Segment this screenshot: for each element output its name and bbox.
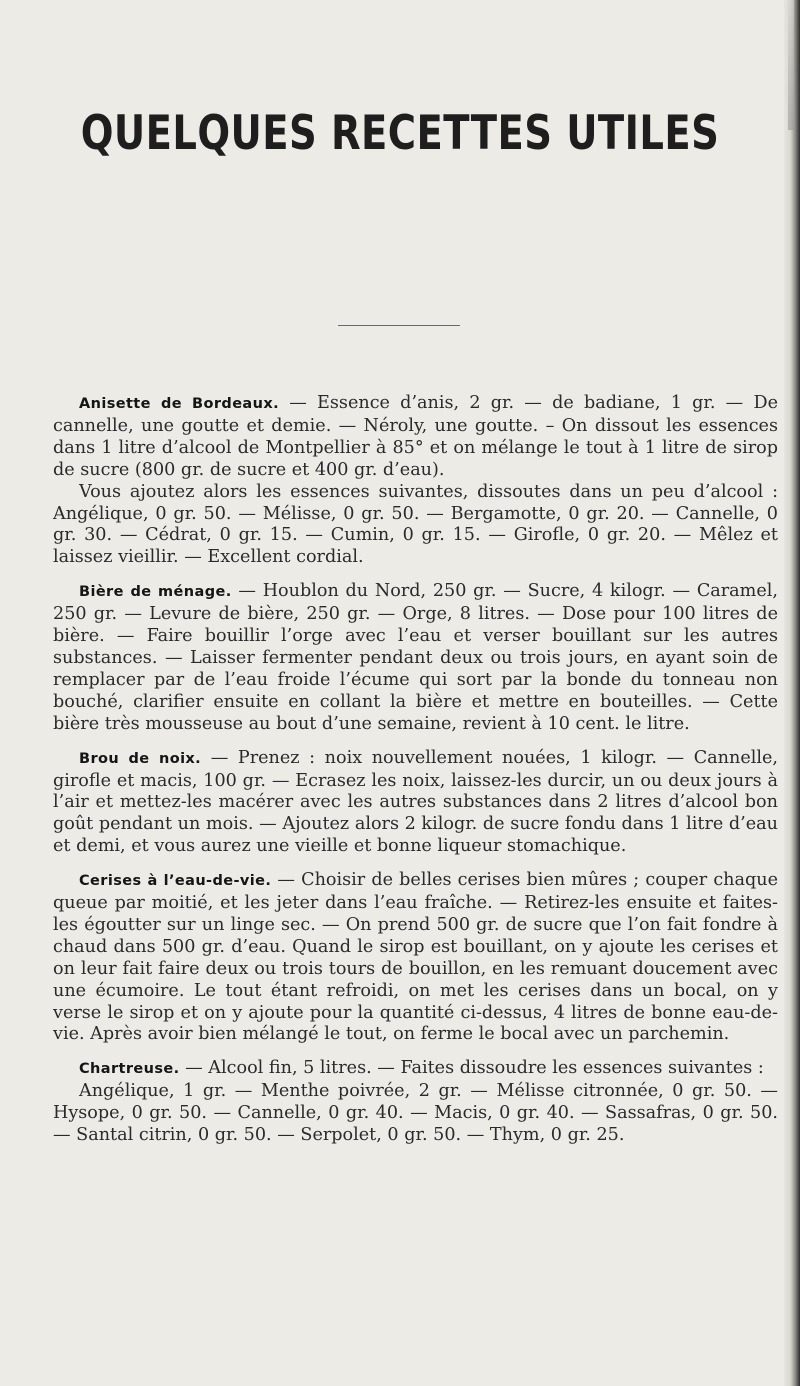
recipe-paragraph bbox=[53, 482, 778, 570]
page-title: QUELQUES RECETTES UTILES bbox=[80, 106, 720, 161]
recipe-text: Angélique, 1 gr. — Menthe poivrée, 2 gr. — Mélisse citronnée, 0 gr. 50. — Hysope, 0 gr. 50. — Cannelle, 0 gr. 40. — Macis, 0 gr. 40. — Sassafras, 0 gr. 50. — Santal citrin, 0 gr. 50. — Serpolet, 0 gr. 50. — Thym, 0 gr. 25. bbox=[53, 1081, 778, 1146]
recipe-title: Chartreuse. bbox=[79, 1061, 180, 1078]
recipe-brou-de-noix bbox=[53, 748, 778, 859]
recipe-title: Cerises à l’eau-de-vie. bbox=[79, 873, 272, 890]
recipe-paragraph bbox=[53, 581, 778, 735]
recipe-biere bbox=[53, 581, 778, 735]
recipe-text: Prenez : noix nouvellement nouées, 1 kilogr. — Cannelle, girofle et macis, 100 gr. — Ecrasez les noix, laissez-les durcir, un ou deux jours à l’air et mettez-les macérer avec les autres substances dans 2 litres d’alcool bon goût pendant un mois. — Ajoutez alors 2 kilogr. de sucre fondu dans 1 litre d’eau et demi, et vous aurez une vieille et bonne liqueur stomachique. bbox=[53, 747, 778, 857]
recipe-paragraph bbox=[53, 1081, 778, 1147]
recipe-paragraph bbox=[53, 1058, 778, 1081]
title-separator: — bbox=[271, 870, 302, 891]
recipe-title: Anisette de Bordeaux. bbox=[79, 396, 279, 412]
recipe-anisette bbox=[53, 393, 778, 569]
page-edge-shadow bbox=[784, 0, 800, 1386]
title-divider bbox=[338, 325, 460, 326]
recipe-cerises bbox=[53, 870, 778, 1046]
title-separator: — bbox=[201, 747, 238, 768]
recipe-title: Bière de ménage. bbox=[79, 584, 232, 601]
recipe-title: Brou de noix. bbox=[79, 750, 202, 767]
title-separator: — bbox=[279, 393, 318, 413]
recipe-text: Essence d’anis, 2 gr. — de badiane, 1 gr. — De cannelle, une goutte et demie. — Néroly, une goutte. – On dissout les essences dans 1 litre d’alcool de Montpellier à 85° et on mélange le tout à 1 litre de sirop de sucre (800 gr. de sucre et 400 gr. d’eau). bbox=[53, 393, 779, 480]
recipe-chartreuse bbox=[53, 1058, 778, 1147]
recipe-text: Alcool fin, 5 litres. — Faites dissoudre les essences suivantes : bbox=[208, 1058, 764, 1079]
recipe-paragraph bbox=[53, 748, 778, 859]
title-separator: — bbox=[179, 1058, 209, 1079]
page-edge-highlight bbox=[788, 0, 794, 130]
recipe-text: Vous ajoutez alors les essences suivantes, dissoutes dans un peu d’alcool : Angélique, 0 gr. 50. — Mélisse, 0 gr. 50. — Bergamotte, 0 gr. 20. — Cannelle, 0 gr. 30. — Cédrat, 0 gr. 15. — Cumin, 0 gr. 15. — Girofle, 0 gr. 20. — Mêlez et laissez vieillir. — Excellent cordial. bbox=[53, 481, 778, 568]
recipe-paragraph bbox=[53, 870, 778, 1046]
recipe-list bbox=[53, 393, 778, 1159]
recipe-text: Choisir de belles cerises bien mûres ; couper chaque queue par moitié, et les jeter dans l’eau fraîche. — Retirez-les ensuite et faites-les égoutter sur un linge sec. — On prend 500 gr. de sucre que l’on fait fondre à chaud dans 500 gr. d’eau. Quand le sirop est bouillant, on y ajoute les cerises et on leur fait faire deux ou trois tours de bouillon, en les remuant doucement avec une écumoire. Le tout étant refroidi, on met les cerises dans un bocal, on y verse le sirop et on y ajoute pour la quantité ci-dessus, 4 litres de bonne eau-de-vie. Après avoir bien mélangé le tout, on ferme le bocal avec un parchemin. bbox=[53, 870, 779, 1045]
recipe-paragraph bbox=[53, 393, 778, 482]
title-separator: — bbox=[231, 581, 263, 602]
recipe-text: Houblon du Nord, 250 gr. — Sucre, 4 kilogr. — Caramel, 250 gr. — Levure de bière, 250 gr. — Orge, 8 litres. — Dose pour 100 litres de bière. — Faire bouillir l’orge avec l’eau et verser bouillant sur les autres substances. — Laisser fermenter pendant deux ou trois jours, en ayant soin de remplacer par de l’eau froide l’écume qui sort par la bonde du tonneau non bouché, clarifier ensuite en collant la bière et mettre en bouteilles. — Cette bière très mousseuse au bout d’une semaine, revient à 10 cent. le litre. bbox=[53, 581, 778, 734]
